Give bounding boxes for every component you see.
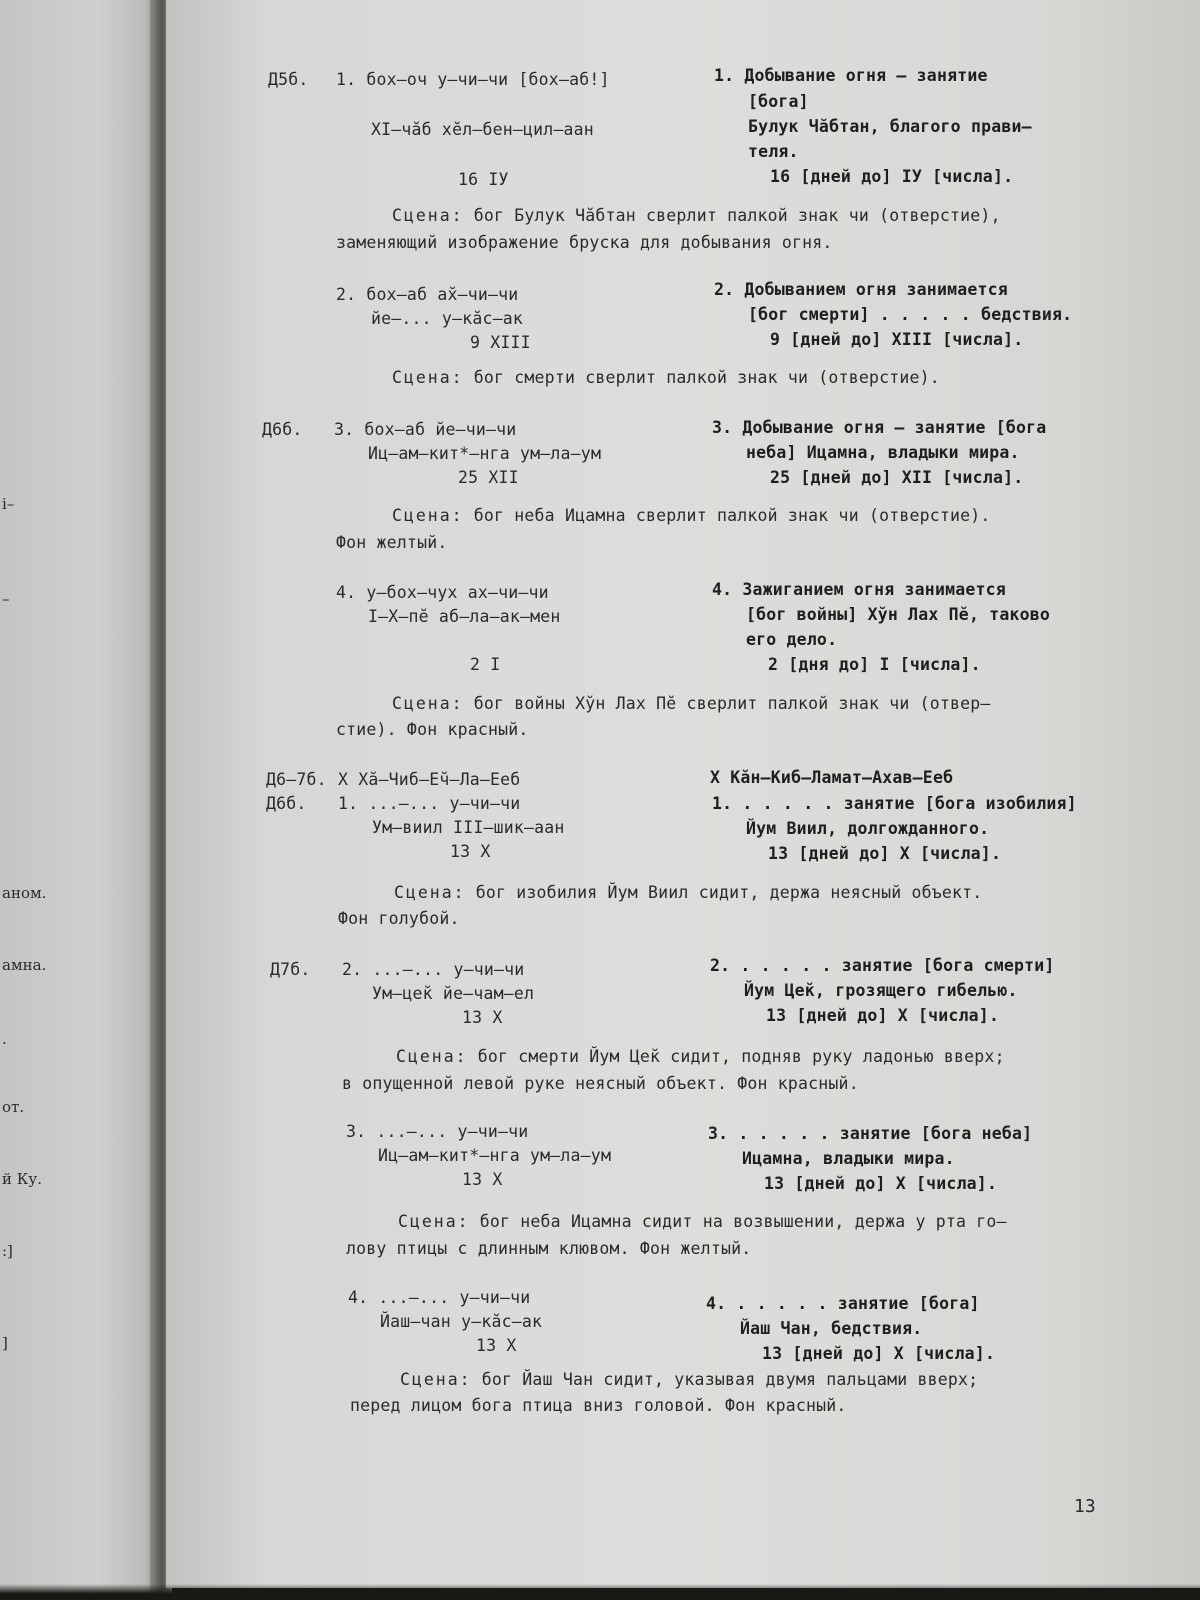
section-tag: Д6б. xyxy=(266,794,307,813)
translation-line: 4. . . . . . занятие [бога] xyxy=(706,1294,980,1313)
maya-line: Иц–ам–кит*–нга ум–ла–ум xyxy=(378,1146,612,1165)
maya-date: 13 X xyxy=(476,1336,517,1355)
maya-line: йе–... у–кӑс–ак xyxy=(371,309,524,328)
bottom-shadow xyxy=(0,1584,1200,1600)
scene-text: Сцена: бог смерти Йум Цек̆ сидит, подняв руку ладонью вверх; xyxy=(396,1047,1005,1066)
scene-label: Сцена: xyxy=(400,1370,472,1389)
translation-line: 1. . . . . . занятие [бога изобилия] xyxy=(712,794,1077,813)
translation-line: 3. Добывание огня – занятие [бога xyxy=(712,418,1047,437)
page-number: 13 xyxy=(1074,1496,1096,1517)
left-page-fragment: й Ку. xyxy=(2,1170,42,1188)
maya-line: Ум–цек̆ йе–чам–ел xyxy=(372,984,535,1003)
translation-line: [бог войны] Х̆ун Лах Пӗ, таково xyxy=(746,605,1051,624)
scene-label: Сцена: xyxy=(394,883,466,902)
scene-text: заменяющий изображение бруска для добывания огня. xyxy=(336,233,833,252)
scene-text: Сцена: бог Булук Чӑбтан сверлит палкой знак чи (отверстие), xyxy=(392,206,1001,225)
maya-date: 13 X xyxy=(462,1008,503,1027)
translation-line: 3. . . . . . занятие [бога неба] xyxy=(708,1124,1033,1143)
maya-line: 2. бох–аб ах̆–чи–чи xyxy=(336,285,519,304)
scene-text: в опущенной левой руке неясный объект. Фон красный. xyxy=(342,1074,859,1093)
translation-line: Булук Чӑбтан, благого прави– xyxy=(748,117,1032,136)
translation-date: 2 [дня до] I [числа]. xyxy=(768,655,981,674)
maya-line: 3. ...–... у–чи–чи xyxy=(346,1122,529,1141)
left-page-fragment: аном. xyxy=(2,884,47,902)
maya-line: X Хӑ–Чиб–Еч̆–Ла–Еeб xyxy=(338,770,521,789)
left-page-edge xyxy=(0,0,162,1600)
left-page-fragment: . xyxy=(2,1030,7,1048)
maya-line: XI–чӑб хӗл–бен–цил–аан xyxy=(371,120,594,139)
maya-date: 2 I xyxy=(470,655,501,674)
scene-text: Сцена: бог изобилия Йум Виил сидит, держа неясный объект. xyxy=(394,883,983,902)
scene-label: Сцена: xyxy=(392,694,464,713)
scene-label: Сцена: xyxy=(392,368,464,387)
scene-text: лову птицы с длинным клювом. Фон желтый. xyxy=(346,1239,752,1258)
left-page-fragment: ] xyxy=(2,1334,8,1352)
translation-line: [бог смерти] . . . . . бедствия. xyxy=(748,305,1073,324)
section-tag: Д6б. xyxy=(262,420,303,439)
document-page xyxy=(166,0,1200,1588)
translation-line: Йум Виил, долгожданного. xyxy=(746,819,990,838)
maya-line: I–X–пӗ аб–ла–ак–мен xyxy=(368,607,561,626)
translation-date: 13 [дней до] X [числа]. xyxy=(764,1174,998,1193)
section-tag: Д6–7б. xyxy=(266,770,327,789)
scene-label: Сцена: xyxy=(392,506,464,525)
scene-text: Фон желтый. xyxy=(336,533,448,552)
maya-date: 16 IУ xyxy=(458,170,509,189)
maya-line: Йаш–чан у–кӑс–ак xyxy=(380,1312,543,1331)
translation-line: X Кӑн–Киб–Ламат–Ахав–Еeб xyxy=(710,768,954,787)
scene-text: Фон голубой. xyxy=(338,909,460,928)
translation-date: 16 [дней до] IУ [числа]. xyxy=(770,167,1014,186)
scene-text: Сцена: бог смерти сверлит палкой знак чи (отверстие). xyxy=(392,368,940,387)
left-page-fragment: і– xyxy=(2,495,15,513)
translation-date: 13 [дней до] X [числа]. xyxy=(768,844,1002,863)
translation-date: 25 [дней до] XII [числа]. xyxy=(770,468,1024,487)
maya-line: Ум–виил III–шик–аан xyxy=(372,818,565,837)
translation-line: 4. Зажиганием огня занимается xyxy=(712,580,1006,599)
section-tag: Д5б. xyxy=(268,70,309,89)
scene-text: Сцена: бог неба Ицамна сидит на возвышении, держа у рта го– xyxy=(398,1212,1007,1231)
scene-label: Сцена: xyxy=(398,1212,470,1231)
maya-line: Иц–ам–кит*–нга ум–ла–ум xyxy=(368,444,602,463)
left-page-fragment: – xyxy=(2,590,10,608)
maya-line: 4. ...–... у–чи–чи xyxy=(348,1288,531,1307)
translation-line: Йаш Чан, бедствия. xyxy=(740,1319,923,1338)
maya-date: 9 XIII xyxy=(470,333,531,352)
scene-text: Сцена: бог неба Ицамна сверлит палкой знак чи (отверстие). xyxy=(392,506,991,525)
maya-date: 13 X xyxy=(450,842,491,861)
maya-date: 13 X xyxy=(462,1170,503,1189)
translation-date: 9 [дней до] XIII [числа]. xyxy=(770,330,1024,349)
scene-text: Сцена: бог Йаш Чан сидит, указывая двумя пальцами вверх; xyxy=(400,1370,979,1389)
translation-date: 13 [дней до] X [числа]. xyxy=(766,1006,1000,1025)
left-page-fragment: :] xyxy=(2,1242,13,1260)
translation-line: 1. Добывание огня – занятие xyxy=(714,66,988,85)
section-tag: Д7б. xyxy=(270,960,311,979)
maya-line: 4. у–бох–чух ах–чи–чи xyxy=(336,583,549,602)
scene-label: Сцена: xyxy=(392,206,464,225)
scene-text: перед лицом бога птица вниз головой. Фон красный. xyxy=(350,1396,847,1415)
scene-text: стие). Фон красный. xyxy=(336,720,529,739)
scene-label: Сцена: xyxy=(396,1047,468,1066)
maya-line: 1. ...–... у–чи–чи xyxy=(338,794,521,813)
maya-line: 1. бох–оч у–чи–чи [бох–аб!] xyxy=(336,70,610,89)
translation-line: 2. Добыванием огня занимается xyxy=(714,280,1008,299)
maya-line: 3. бох–аб йе–чи–чи xyxy=(334,420,517,439)
translation-date: 13 [дней до] X [числа]. xyxy=(762,1344,996,1363)
translation-line: [бога] xyxy=(748,92,809,111)
translation-line: его дело. xyxy=(746,630,838,649)
left-page-fragment: амна. xyxy=(2,956,47,974)
left-page-fragment: от. xyxy=(2,1098,25,1116)
maya-line: 2. ...–... у–чи–чи xyxy=(342,960,525,979)
translation-line: теля. xyxy=(748,142,799,161)
translation-line: 2. . . . . . занятие [бога смерти] xyxy=(710,956,1055,975)
maya-date: 25 XII xyxy=(458,468,519,487)
scene-text: Сцена: бог войны Х̆ун Лах Пӗ сверлит палкой знак чи (отвер– xyxy=(392,694,991,713)
translation-line: Йум Цек̆, грозящего гибелью. xyxy=(744,981,1018,1000)
translation-line: неба] Ицамна, владыки мира. xyxy=(746,443,1020,462)
translation-line: Ицамна, владыки мира. xyxy=(742,1149,955,1168)
